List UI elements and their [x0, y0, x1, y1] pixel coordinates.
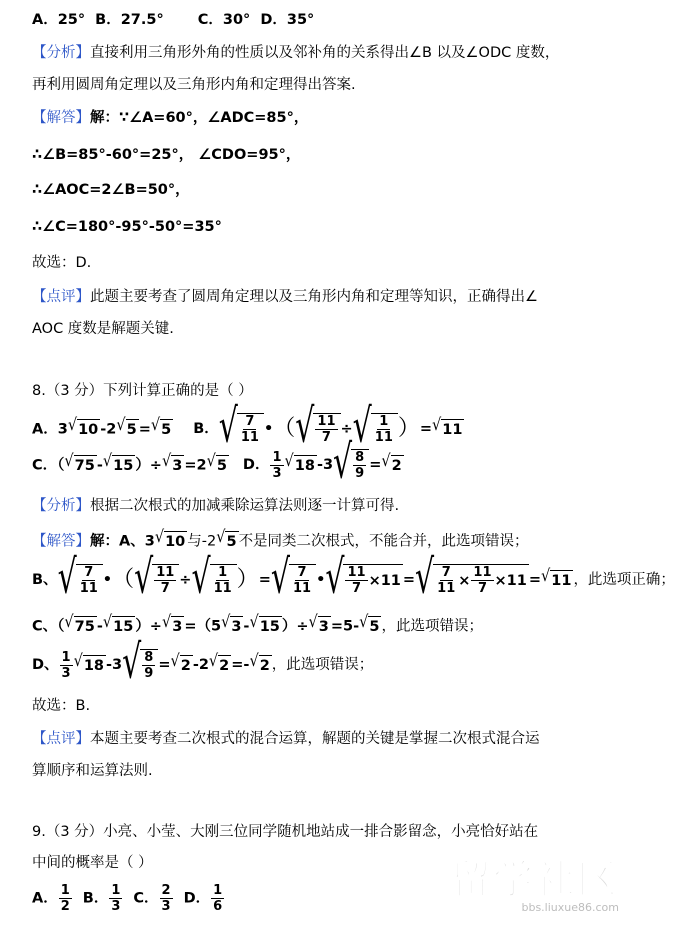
watermark: [451, 848, 619, 914]
q8-answer-a-post: 不是同类二次根式，不能合并，此选项错误；: [238, 533, 529, 550]
q8-stem: 8.（3 分）下列计算正确的是（ ）: [32, 383, 253, 399]
q7-answer-line-4: ∴∠C=180°-95°-50°=35°: [32, 219, 222, 235]
q8-answer-d-label: D、: [32, 657, 59, 673]
answer-tag: 【解答】: [32, 110, 90, 126]
q8-analysis: [32, 496, 399, 516]
q7-answer-line-3: ∴∠AOC=2∠B=50°，: [32, 182, 190, 198]
q8-option-b: B． √ $\frac{7}{11}$ •（ √ $\frac{11}{7}$ ÷ √ $\frac{1}{11}$ ）= √ 11: [193, 399, 463, 454]
q7-comment-line-1: [32, 287, 538, 307]
q8-comment-line-1: [32, 729, 540, 749]
comment-tag: 【点评】: [32, 731, 90, 747]
q9-option-c: C． $\frac{2}{3}$: [133, 882, 171, 914]
q8-option-a: A．3 √ 10 -2 √ 5 = √ 5: [32, 415, 172, 438]
watermark-url: bbs.liuxue86.com: [521, 901, 619, 914]
q7-comment-line-2: AOC 度数是解题关键.: [32, 321, 174, 337]
q8-options-ab: [32, 399, 464, 454]
q7-answer-text-1: 解：∵∠A=60°，∠ADC=85°，: [90, 110, 309, 126]
q8-analysis-text: 根据二次根式的加减乘除运算法则逐一计算可得.: [90, 498, 400, 514]
q7-options: A．25° B．27.5° C．30° D．35°: [32, 12, 315, 28]
q7-answer-line-1: [32, 108, 308, 128]
q8-answer-c-post: ，此选项错误；: [381, 618, 483, 635]
q8-comment-line-2: 算顺序和运算法则.: [32, 763, 153, 779]
comment-tag: 【点评】: [32, 289, 90, 305]
q8-answer-d: D、 $\frac{1}{3}$ √ 18 -3 √ $\frac{8}{9}$ = √ 2 -2 √ 2 =- √ 2 ，此选项错误；: [32, 635, 374, 690]
q8-choose: 故选：B.: [32, 698, 91, 714]
q8-answer-a-mid: 与-2: [187, 533, 217, 550]
q7-choose: 故选：D.: [32, 255, 92, 271]
answer-tag: 【解答】: [32, 533, 90, 550]
analysis-tag: 【分析】: [32, 498, 90, 514]
q8-answer-b-post: ，此选项正确；: [573, 572, 675, 588]
watermark-logo-text: 留学社区: [451, 857, 619, 903]
q7-analysis-line-1: [32, 43, 559, 63]
q8-answer-a-pre: 解：A、3: [90, 533, 155, 550]
analysis-tag: 【分析】: [32, 45, 90, 61]
q8-comment-text-1: 本题主要考查二次根式的混合运算，解题的关键是掌握二次根式混合运: [90, 731, 540, 747]
q8-answer-b: B、 √ $\frac{7}{11}$ • （ √ $\frac{11}{7}$ ÷ √ $\frac{1}{11}$ ） = √ $\frac{7}{11}$ • √ $\frac{11}{7}$ ×11 = √ $\frac{7}{11}$ × $\frac{11}{7}$ ×11 = √ 11 ，此选项正确；: [32, 550, 675, 605]
q8-answer-b-label: B、: [32, 572, 58, 588]
q8-answer-a: 【解答】解：A、3 √ 10 与-2 √ 5 不是同类二次根式，不能合并，此选项错误；: [32, 528, 529, 550]
q7-comment-text-1: 此题主要考查了圆周角定理以及三角形内角和定理等知识，正确得出∠: [90, 289, 538, 305]
q8-answer-d-post: ，此选项错误；: [271, 657, 374, 673]
q9-option-a: A． $\frac{1}{2}$: [32, 882, 70, 914]
q8-option-c: C．（ √ 75 - √ 15 ）÷ √ 3 =2 √ 5: [32, 451, 227, 474]
q7-analysis-text-1: 直接利用三角形外角的性质以及邻补角的关系得出∠B 以及∠ODC 度数，: [90, 45, 560, 61]
q9-options: [32, 882, 225, 914]
q8-options-cd: [32, 435, 404, 490]
q9-option-b: B． $\frac{1}{3}$: [82, 882, 121, 914]
q7-analysis-line-2: 再利用圆周角定理以及三角形内角和定理得出答案.: [32, 77, 356, 93]
q9-option-d: D． $\frac{1}{6}$: [183, 882, 223, 914]
q9-stem-line-2: 中间的概率是（ ）: [32, 855, 153, 871]
q8-option-d: D． $\frac{1}{3}$ √ 18 -3 √ $\frac{8}{9}$ = √ 2: [242, 435, 402, 490]
q9-stem-line-1: 9.（3 分）小亮、小莹、大刚三位同学随机地站成一排合影留念，小亮恰好站在: [32, 824, 539, 840]
q8-answer-c-label: C、: [32, 618, 58, 635]
q7-answer-line-2: ∴∠B=85°-60°=25°， ∠CDO=95°，: [32, 147, 301, 163]
q8-answer-c: C、（ √ 75 - √ 15 ）÷ √ 3 =（5 √ 3 - √ 15 ）÷ √ 3 =5- √ 5 ，此选项错误；: [32, 613, 483, 635]
